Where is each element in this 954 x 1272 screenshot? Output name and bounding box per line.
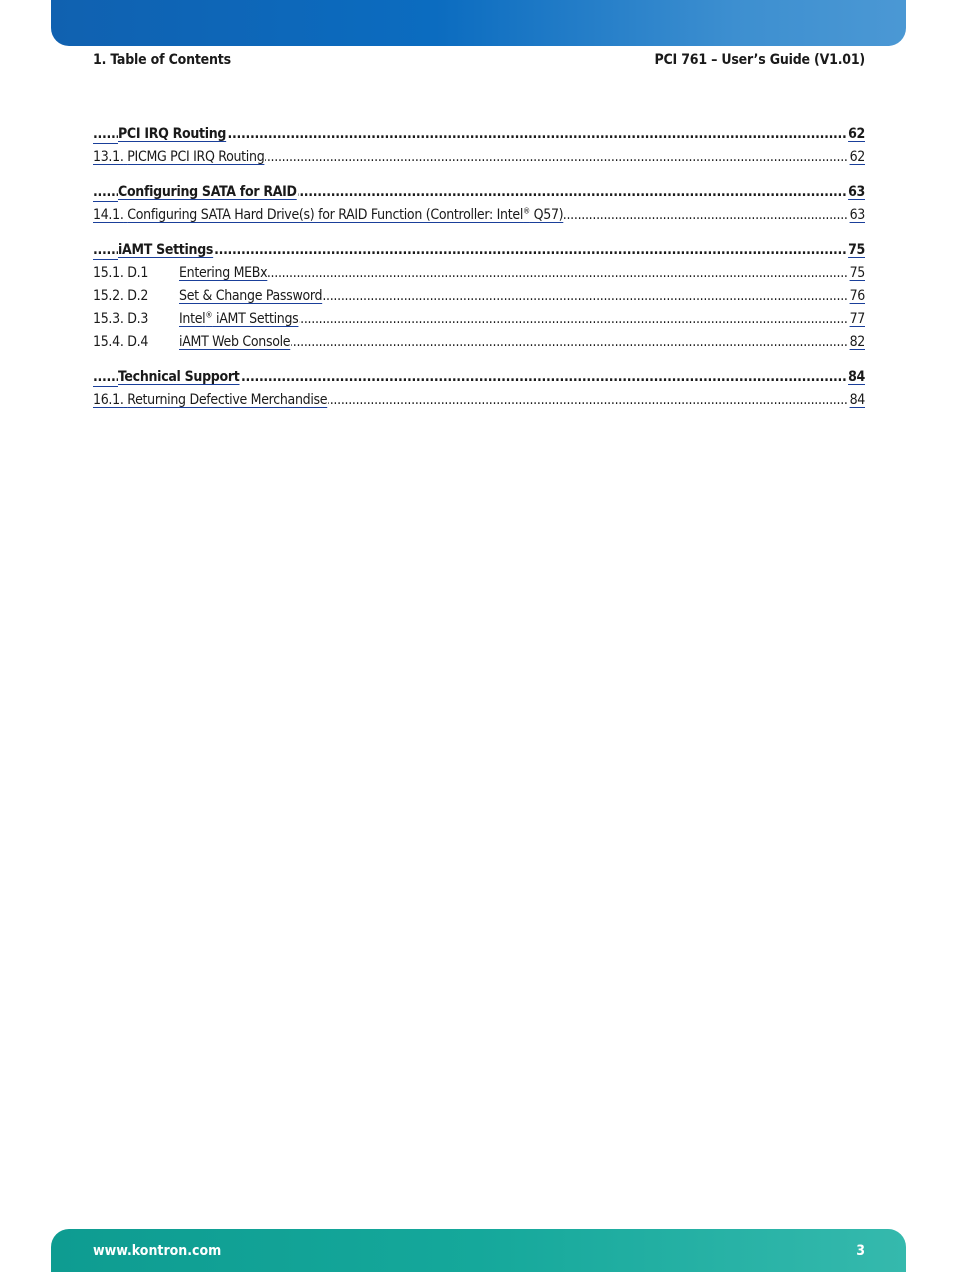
toc-entry-number: 15.3. D.3: [93, 311, 149, 327]
toc-entry-page[interactable]: 63: [849, 207, 865, 223]
toc-entry[interactable]: [93, 205, 865, 228]
toc-entry-number: 14.1.: [93, 207, 124, 223]
link-underline: [93, 259, 118, 260]
toc-entry-title[interactable]: [118, 240, 214, 260]
toc-entry[interactable]: [93, 390, 865, 413]
toc-entry[interactable]: [93, 147, 865, 170]
toc-entry-page[interactable]: 75: [848, 242, 865, 258]
toc-entry-text-continued: iAMT Settings: [212, 311, 299, 327]
toc-entry-page[interactable]: 84: [848, 369, 865, 385]
toc-entry-title[interactable]: [93, 309, 299, 329]
toc-entry-text: Entering MEBx: [179, 265, 268, 281]
toc-entry-page[interactable]: 82: [849, 334, 865, 350]
toc-entry-page[interactable]: 62: [848, 126, 865, 142]
toc-entry[interactable]: [93, 286, 865, 309]
toc-entry-page[interactable]: 62: [849, 149, 865, 165]
toc-entry[interactable]: [93, 182, 865, 205]
toc-entry[interactable]: [93, 332, 865, 355]
toc-entry-text: Set & Change Password: [179, 288, 323, 304]
document-title: PCI 761 – User’s Guide (V1.01): [654, 52, 865, 68]
toc-entry-title[interactable]: [93, 205, 564, 225]
toc-entry-title[interactable]: [93, 332, 291, 352]
footer-website-link[interactable]: www.kontron.com: [93, 1243, 222, 1259]
toc-entry-text: Configuring SATA for RAID: [118, 184, 297, 200]
toc-entry-page[interactable]: 84: [849, 392, 865, 408]
toc-entry-title[interactable]: [118, 124, 227, 144]
toc-entry-title[interactable]: [93, 286, 323, 306]
toc-entry-number: 15.4. D.4: [93, 334, 149, 350]
section-title: 1. Table of Contents: [93, 52, 231, 68]
toc-entry-page[interactable]: 77: [849, 311, 865, 327]
toc-entry-text: iAMT Web Console: [179, 334, 291, 350]
toc-entry-title[interactable]: [93, 147, 265, 167]
toc-entry[interactable]: [93, 240, 865, 263]
toc-entry-text: iAMT Settings: [118, 242, 214, 258]
toc-entry-page[interactable]: 75: [849, 265, 865, 281]
toc-entry-text: PCI IRQ Routing: [118, 126, 227, 142]
toc-entry-number: 16.1.: [93, 392, 124, 408]
toc-entry-text-continued: Q57): [529, 207, 564, 223]
toc-entry-text: Returning Defective Merchandise: [127, 392, 328, 408]
page-number: 3: [856, 1243, 865, 1259]
registered-mark: ®: [205, 310, 213, 320]
toc-entry-number: 15.1. D.1: [93, 265, 149, 281]
link-underline: [93, 386, 118, 387]
toc-entry-title[interactable]: [93, 263, 268, 283]
toc-entry[interactable]: [93, 124, 865, 147]
toc-entry[interactable]: [93, 309, 865, 332]
toc-entry-text: Intel: [179, 311, 206, 327]
toc-entry-title[interactable]: [118, 182, 298, 202]
toc-entry-number: 15.2. D.2: [93, 288, 149, 304]
link-underline: [93, 201, 118, 202]
toc-entry[interactable]: [93, 367, 865, 390]
link-underline: [93, 143, 118, 144]
toc-entry-page[interactable]: 76: [849, 288, 865, 304]
toc-entry-text: PICMG PCI IRQ Routing: [127, 149, 265, 165]
toc-entry-text: Configuring SATA Hard Drive(s) for RAID Function (Controller: Intel: [127, 207, 524, 223]
toc-entry[interactable]: [93, 263, 865, 286]
toc-entry-text: Technical Support: [118, 369, 240, 385]
toc-entry-title[interactable]: [118, 367, 241, 387]
header-band: [51, 0, 906, 46]
table-of-contents: [93, 124, 865, 413]
registered-mark: ®: [523, 206, 530, 216]
toc-entry-number: 13.1.: [93, 149, 124, 165]
toc-entry-page[interactable]: 63: [848, 184, 865, 200]
toc-entry-title[interactable]: [93, 390, 328, 410]
